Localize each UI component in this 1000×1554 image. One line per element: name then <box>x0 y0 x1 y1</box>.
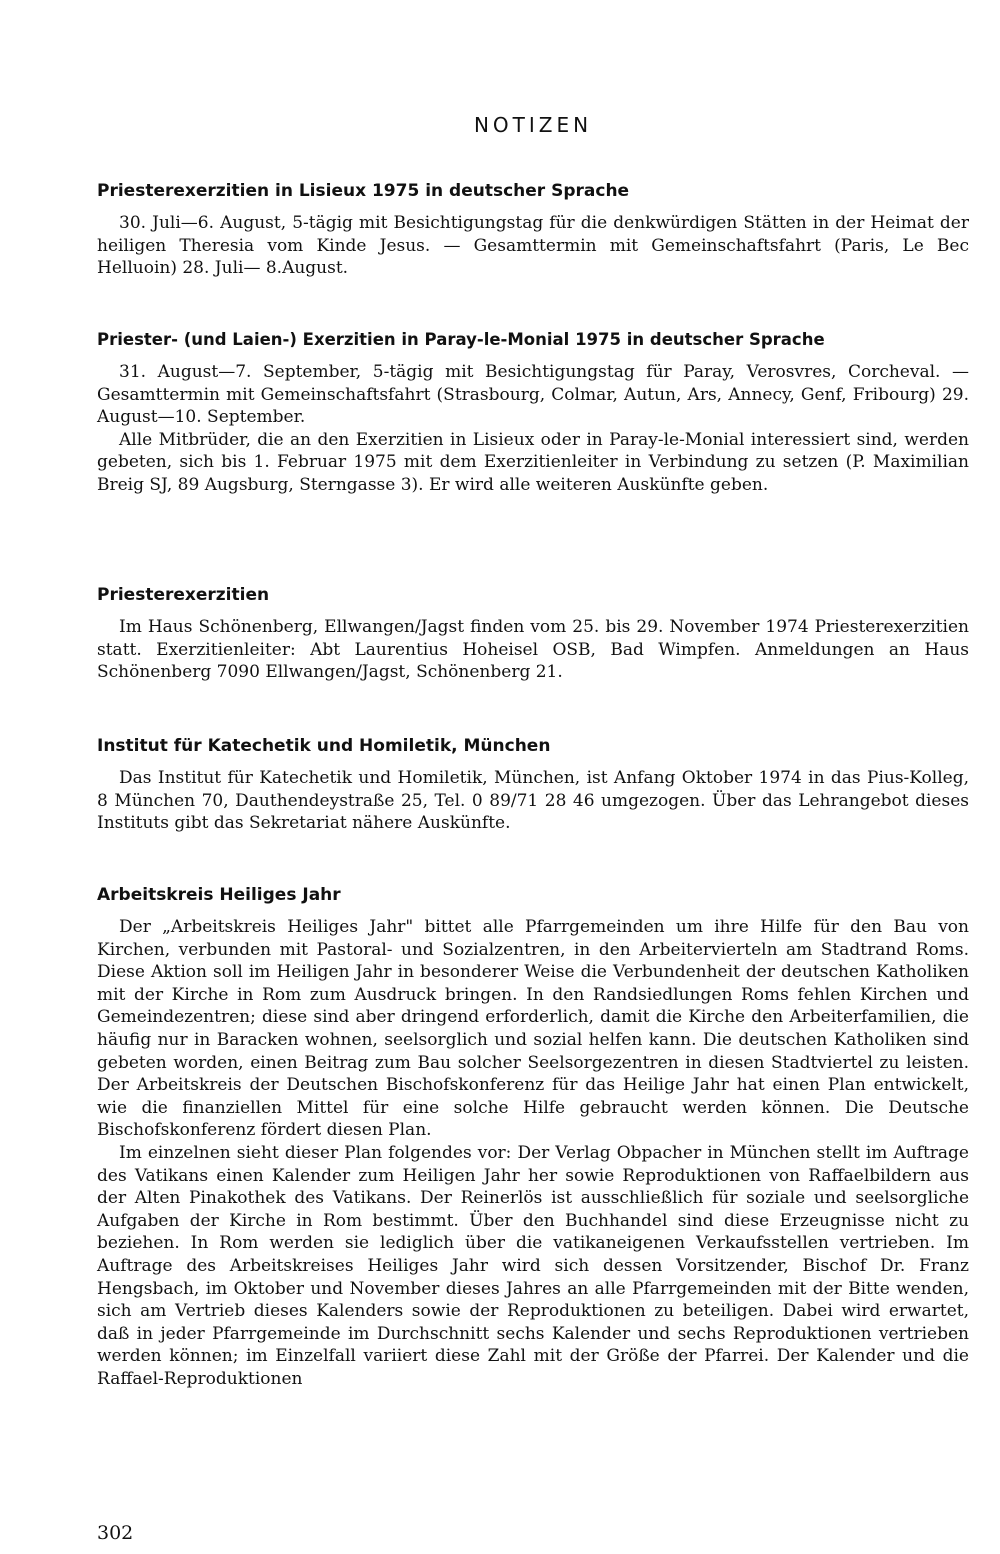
section-heading: Arbeitskreis Heiliges Jahr <box>97 885 341 905</box>
section-heading: Priester- (und Laien-) Exerzitien in Paray-le-Monial 1975 in deutscher Sprache <box>97 330 825 349</box>
page-title: NOTIZEN <box>473 113 593 137</box>
paragraph: 30. Juli—6. August, 5-tägig mit Besichtigungstag für die denkwürdigen Stätten in der Heimat der heiligen Theresia vom Kinde Jesus. — Gesamttermin mit Gemeinschaftsfahrt (Paris, Le Bec Helluoin) 28. Juli— 8.August. <box>97 213 969 279</box>
section-institut-katechetik <box>97 735 969 835</box>
section-heading: Institut für Katechetik und Homiletik, München <box>97 736 551 756</box>
section-lisieux <box>97 180 969 280</box>
paragraph: Das Institut für Katechetik und Homiletik, München, ist Anfang Oktober 1974 in das Pius-Kolleg, 8 München 70, Dauthendeystraße 25, Tel. 0 89/71 28 46 umgezogen. Über das Lehrangebot dieses Instituts gibt das Sekretariat nähere Auskünfte. <box>97 768 969 834</box>
paragraph: Im einzelnen sieht dieser Plan folgendes vor: Der Verlag Obpacher in München stellt im Auftrage des Vatikans einen Kalender zum Heiligen Jahr her sowie Reproduktionen von Raffaelbildern aus der Alten Pinakothek des Vatikans. Der Reinerlös ist ausschließlich für soziale und seelsorgliche Aufgaben der Kirche in Rom bestimmt. Über den Buchhandel sind diese Erzeugnisse nicht zu beziehen. In Rom werden sie lediglich über die vatikaneigenen Verkaufsstellen vertrieben. Im Auftrage des Arbeitskreises Heiliges Jahr wird sich dessen Vorsitzender, Bischof Dr. Franz Hengsbach, im Oktober und November dieses Jahres an alle Pfarrgemeinden mit der Bitte wenden, sich am Vertrieb dieses Kalenders sowie der Reproduktionen zu beteiligen. Dabei wird erwartet, daß in jeder Pfarrgemeinde im Durchschnitt sechs Kalender und sechs Reproduktionen vertrieben werden können; im Einzelfall variiert diese Zahl mit der Größe der Pfarrei. Der Kalender und die Raffael-Reproduktionen <box>97 1142 969 1389</box>
section-heading: Priesterexerzitien <box>97 585 270 605</box>
section-priesterexerzitien <box>97 584 969 684</box>
section-arbeitskreis-heiliges-jahr <box>97 884 969 1390</box>
section-paray-le-monial <box>97 329 969 497</box>
section-heading: Priesterexerzitien in Lisieux 1975 in deutscher Sprache <box>97 181 630 201</box>
paragraph: Der „Arbeitskreis Heiliges Jahr" bittet alle Pfarrgemeinden um ihre Hilfe für den Bau von Kirchen, verbunden mit Pastoral- und Sozialzentren, in den Arbeitervierteln am Stadtrand Roms. Diese Aktion soll im Heiligen Jahr in besonderer Weise die Verbundenheit der deutschen Katholiken mit der Kirche in Rom zum Ausdruck bringen. In den Randsiedlungen Roms fehlen Kirchen und Gemeindezentren; diese sind aber dringend erforderlich, damit die Kirche den Arbeiterfamilien, die häufig nur in Baracken wohnen, seelsorglich und sozial helfen kann. Die deutschen Katholiken sind gebeten worden, einen Beitrag zum Bau solcher Seelsorgezentren in diesen Stadtviertel zu leisten. Der Arbeitskreis der Deutschen Bischofskonferenz für das Heilige Jahr hat einen Plan entwickelt, wie die finanziellen Mittel für eine solche Hilfe gebraucht werden können. Die Deutsche Bischofskonferenz fördert diesen Plan. <box>97 917 969 1141</box>
page-number: 302 <box>97 1522 134 1544</box>
paragraph: Im Haus Schönenberg, Ellwangen/Jagst finden vom 25. bis 29. November 1974 Priesterexerzitien statt. Exerzitienleiter: Abt Laurentius Hoheisel OSB, Bad Wimpfen. Anmeldungen an Haus Schönenberg 7090 Ellwangen/Jagst, Schönenberg 21. <box>97 617 969 683</box>
paragraph: 31. August—7. September, 5-tägig mit Besichtigungstag für Paray, Verosvres, Corcheval. — Gesamttermin mit Gemeinschaftsfahrt (Strasbourg, Colmar, Autun, Ars, Annecy, Genf, Fribourg) 29. August—10. September. <box>97 362 969 428</box>
paragraph: Alle Mitbrüder, die an den Exerzitien in Lisieux oder in Paray-le-Monial interessiert sind, werden gebeten, sich bis 1. Februar 1975 mit dem Exerzitienleiter in Verbindung zu setzen (P. Maximilian Breig SJ, 89 Augsburg, Sterngasse 3). Er wird alle weiteren Auskünfte geben. <box>97 429 969 495</box>
